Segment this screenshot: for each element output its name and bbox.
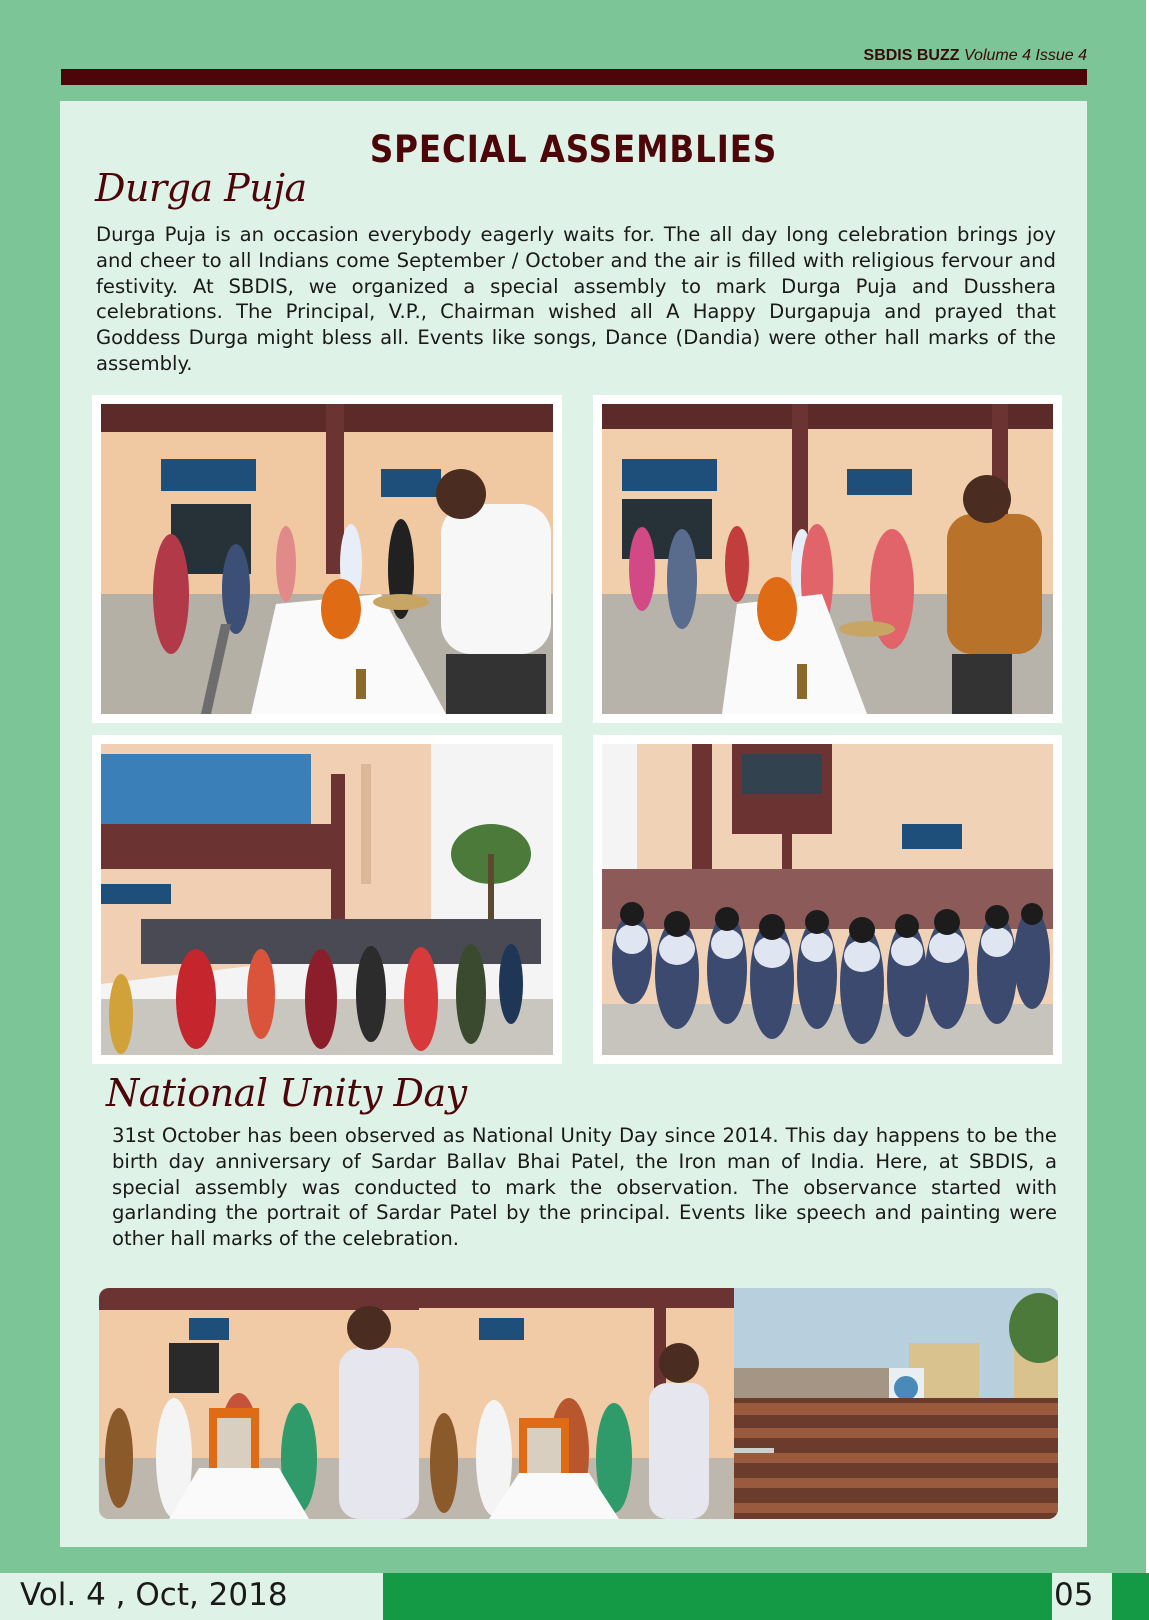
unity-photo-strip xyxy=(99,1288,1058,1519)
issue-label: Volume 4 Issue 4 xyxy=(963,47,1087,64)
national-unity-day-heading: National Unity Day xyxy=(106,1071,467,1115)
durga-photo-4 xyxy=(593,735,1062,1064)
durga-photo-4-image xyxy=(602,744,1053,1055)
national-unity-day-text: 31st October has been observed as National Unity Day since 2014. This day happens to be the birth day anniversary of Sardar Ballav Bhai Patel, the Iron man of India. Here, at SBDIS, a special assembly was conducted to mark the observation. The observance started with garlanding the portrait of Sardar Patel by the principal. Events like speech and painting were other hall marks of the celebration. xyxy=(112,1124,1057,1251)
header-rule xyxy=(61,69,1087,85)
durga-photo-1 xyxy=(92,395,562,723)
page-title: SPECIAL ASSEMBLIES xyxy=(369,128,778,171)
page-number: 05 xyxy=(1054,1577,1094,1613)
unity-photo-2 xyxy=(419,1288,734,1519)
publication-name: SBDIS BUZZ xyxy=(863,47,960,64)
durga-photo-3-image xyxy=(101,744,553,1055)
footer-volume-date: Vol. 4 , Oct, 2018 xyxy=(20,1577,288,1613)
footer-edge xyxy=(1112,1573,1149,1620)
durga-photo-1-image xyxy=(101,404,553,714)
unity-photo-1 xyxy=(99,1288,419,1519)
running-header xyxy=(864,47,1087,65)
durga-photo-2-image xyxy=(602,404,1053,714)
footer-bar xyxy=(383,1573,1052,1620)
durga-photo-2 xyxy=(593,395,1062,723)
durga-puja-text: Durga Puja is an occasion everybody eagerly waits for. The all day long celebration brings joy and cheer to all Indians come September / October and the air is filled with religious fervour and festivity. At SBDIS, we organized a special assembly to mark Durga Puja and Dusshera celebrations. The Principal, V.P., Chairman wished all A Happy Durgapuja and prayed that Goddess Durga might bless all. Events like songs, Dance (Dandia) were other hall marks of the assembly. xyxy=(96,223,1056,375)
unity-photo-3 xyxy=(734,1288,1058,1519)
durga-puja-heading: Durga Puja xyxy=(95,166,307,210)
durga-photo-3 xyxy=(92,735,562,1064)
